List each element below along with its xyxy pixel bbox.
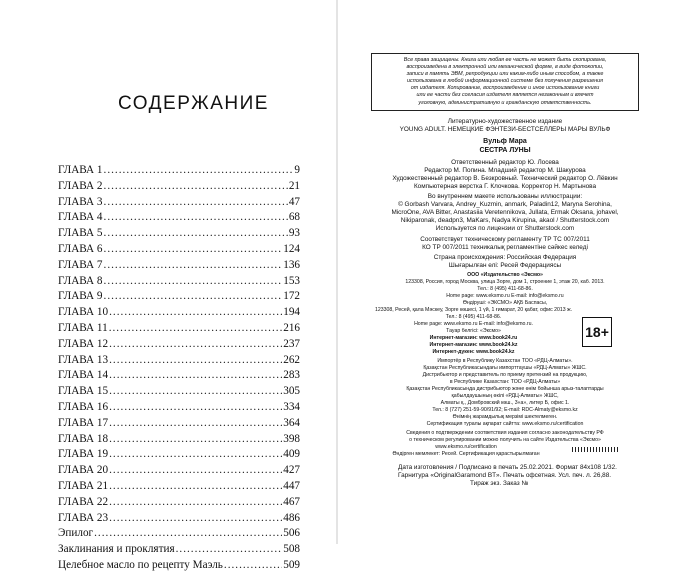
toc-leader-dots	[109, 337, 282, 353]
toc-entry-label: ГЛАВА 20	[58, 464, 109, 477]
toc-entry-label: ГЛАВА 12	[58, 337, 109, 350]
toc-entry-label: ГЛАВА 7	[58, 258, 103, 271]
toc-entry-page: 194	[283, 306, 300, 319]
toc-entry	[58, 226, 300, 242]
standard-line: Соответствует техническому регламенту ТР ТС 007/2011	[420, 236, 590, 243]
toc-entry-page: 506	[283, 527, 300, 540]
publisher-address: 123308, Россия, город Москва, улица Зорге, дом 1, строение 1, этаж 20, каб. 2013.	[405, 279, 605, 285]
toc-entry-label: ГЛАВА 8	[58, 274, 103, 287]
certification-line: Сертификация туралы ақпарат сайтта: www.eksmo.ru/certification	[426, 421, 584, 427]
toc-entry	[58, 195, 300, 211]
publisher-address-kz: 123308, Ресей, қала Мәскеу, Зорге көшесі, 1 үй, 1 ғимарат, 20 қабат, офис 2013 ж.	[374, 307, 573, 313]
toc-entry	[58, 179, 300, 195]
toc-entry	[58, 353, 300, 369]
toc-entry-page: 467	[283, 495, 300, 508]
toc-entry-page: 486	[283, 511, 300, 524]
distributor-line: Тел.: 8 (727) 251-59-90/91/92; E-mail: RDC-Almaty@eksmo.kz	[432, 407, 578, 413]
toc-title: СОДЕРЖАНИЕ	[118, 93, 269, 114]
toc-entry	[58, 242, 300, 258]
toc-entry	[58, 542, 300, 558]
illustrators-line: © Gorbash Varvara, Andrey_Kuzmin, anmark, Paladin12, Maryna Serohina,	[398, 201, 612, 208]
toc-entry	[58, 416, 300, 432]
toc-leader-dots	[109, 447, 282, 463]
toc-leader-dots	[104, 289, 283, 305]
toc-entry-page: 447	[283, 479, 300, 492]
publisher-kz: Өндіруші: «ЭКСМО» АҚБ Баспасы,	[462, 300, 548, 306]
toc-entry-label: ГЛАВА 6	[58, 242, 103, 255]
toc-entry-label: ГЛАВА 22	[58, 495, 109, 508]
illustrators-line: Nikiparonak, deadpn3, MaKars, Nadya Kirupina, akaol / Shutterstock.com	[400, 217, 610, 224]
toc-entry-page: 21	[288, 179, 300, 192]
series-line: YOUNG ADULT. НЕМЕЦКИЕ ФЭНТЕЗИ-БЕСТСЕЛЛЕРЫ МАРЫ ВУЛЬФ	[399, 126, 611, 133]
toc-leader-dots	[94, 526, 282, 542]
distributor-line: Қазақстан Республикасында дистрибьютор және өнім бойынша арыз-талаптарды	[406, 386, 604, 392]
warning-line: Все права защищены. Книга или любая ее часть не может быть скопирована,	[403, 57, 607, 63]
toc-entry-label: Эпилог	[58, 527, 94, 540]
toc-entry-page: 47	[288, 195, 300, 208]
toc-leader-dots	[104, 274, 283, 290]
toc-entry	[58, 210, 300, 226]
toc-entry	[58, 447, 300, 463]
toc-entry-label: ГЛАВА 5	[58, 227, 103, 240]
toc-entry	[58, 511, 300, 527]
toc-entry	[58, 321, 300, 337]
toc-leader-dots	[104, 226, 288, 242]
toc-entry	[58, 274, 300, 290]
publisher-phone-kz: Тел.: 8 (495) 411-68-86.	[445, 314, 502, 320]
toc-entry-label: ГЛАВА 23	[58, 511, 109, 524]
toc-entry-label: ГЛАВА 21	[58, 479, 109, 492]
publisher-name: ООО «Издательство «Эксмо»	[467, 272, 543, 278]
toc-entry-label: ГЛАВА 2	[58, 179, 103, 192]
toc-entry	[58, 289, 300, 305]
conformity-info: Сведения о подтверждении соответствия издания согласно законодательству РФ	[406, 430, 604, 436]
publisher-web: Home page: www.eksmo.ru E-mail: info@eksmo.ru	[446, 293, 564, 299]
toc-entry	[58, 400, 300, 416]
distributor-line: Алматы қ., Домбровский көш., 3«а», литер Б, офис 1.	[440, 400, 570, 406]
origin-line: Страна происхождения: Российская Федерация	[433, 254, 577, 261]
toc-entry-page: 153	[283, 274, 300, 287]
toc-leader-dots	[109, 321, 283, 337]
toc-entry-page: 508	[283, 543, 300, 556]
book-title: СЕСТРА ЛУНЫ	[479, 147, 531, 154]
toc-entry	[58, 305, 300, 321]
toc-leader-dots	[104, 258, 283, 274]
toc-entry-page: 68	[288, 211, 300, 224]
conformity-info: о техническом регулировании можно получить на сайте Издательства «Эксмо»	[409, 437, 601, 443]
publisher-phone: Тел.: 8 (495) 411-68-86.	[477, 286, 533, 292]
importer-line: Қазақстан Республикасындағы импорттаушы «РДЦ-Алматы» ЖШС.	[423, 365, 587, 371]
barcode	[572, 447, 618, 452]
toc-entry-label: ГЛАВА 17	[58, 416, 109, 429]
toc-leader-dots	[104, 179, 288, 195]
online-shop: Интернет-дүкен: www.book24.kz	[432, 349, 515, 355]
copyright-warning	[371, 53, 639, 111]
toc-entry-label: ГЛАВА 3	[58, 195, 103, 208]
toc-entry-label: ГЛАВА 15	[58, 385, 109, 398]
print-run-line: Тираж экз. Заказ №	[470, 480, 529, 487]
toc-entry-page: 237	[283, 337, 300, 350]
toc-leader-dots	[104, 210, 288, 226]
layout-line: Компьютерная верстка Г. Клочкова. Корректор Н. Мартынова	[413, 183, 597, 190]
toc-entry	[58, 163, 300, 179]
toc-entry	[58, 368, 300, 384]
toc-leader-dots	[109, 511, 282, 527]
toc-entry-label: Заклинания и проклятия	[58, 543, 175, 556]
toc-leader-dots	[104, 242, 283, 258]
toc-leader-dots	[109, 416, 282, 432]
toc-leader-dots	[109, 400, 282, 416]
toc-entry-label: ГЛАВА 18	[58, 432, 109, 445]
toc-entry-page: 216	[283, 321, 300, 334]
editors-line: Редактор М. Попина. Младший редактор М. Шакурова	[424, 167, 586, 174]
toc-entry-page: 136	[283, 258, 300, 271]
toc-entry-label: ГЛАВА 19	[58, 448, 109, 461]
toc-entry	[58, 337, 300, 353]
warning-line: от издателя. Копирование, воспроизведение и иное использование книги	[410, 85, 600, 92]
toc-entry-page: 334	[283, 400, 300, 413]
toc-entry	[58, 526, 300, 542]
toc-entry-label: ГЛАВА 4	[58, 211, 103, 224]
toc-entry	[58, 479, 300, 495]
online-shop: Интернет-магазин: www.book24.kz	[429, 342, 518, 348]
toc-entry-page: 427	[283, 464, 300, 477]
toc-leader-dots	[109, 353, 282, 369]
toc-leader-dots	[109, 305, 282, 321]
toc-entry-page: 124	[283, 242, 300, 255]
print-date-line: Дата изготовления / Подписано в печать 25.02.2021. Формат 84x108 1/32.	[398, 464, 617, 471]
conformity-info: www.eksmo.ru/certification	[435, 444, 497, 450]
toc-leader-dots	[109, 463, 282, 479]
warning-line: использована в любой информационной системе без получения разрешения	[407, 78, 603, 85]
toc-entry-page: 305	[283, 385, 300, 398]
toc-entry-page: 93	[288, 227, 300, 240]
distributor-line: Дистрибьютор и представитель по приему претензий на продукцию,	[422, 372, 588, 378]
illustrators-line: MicroOne, AVA Bitter, Anastasiia Veretennikova, Jullata, Ermak Oksana, johavel,	[391, 209, 619, 216]
toc-leader-dots	[109, 384, 282, 400]
toc-entry-page: 398	[283, 432, 300, 445]
toc-entry-page: 9	[294, 164, 300, 176]
toc-entry-label: Целебное масло по рецепту Маэль	[58, 558, 223, 571]
origin-line: Шығарылған елі: Ресей Федерациясы	[448, 262, 562, 269]
toc-entry	[58, 432, 300, 448]
warning-line: воспроизведена в электронной или механической форме, в виде фотокопии,	[406, 64, 604, 71]
toc-entry-label: ГЛАВА 9	[58, 290, 103, 303]
toc-entry-page: 262	[283, 353, 300, 366]
typeface-line: Гарнитура «OriginalGaramond BT». Печать офсетная. Усл. печ. л. 26,88.	[398, 472, 612, 479]
toc-entry-label: ГЛАВА 11	[58, 321, 108, 334]
toc-entry-label: ГЛАВА 1	[58, 164, 103, 176]
toc-entry-page: 172	[283, 290, 300, 303]
toc-leader-dots	[104, 195, 288, 211]
toc-entry-page: 509	[283, 558, 300, 571]
toc-entry-label: ГЛАВА 14	[58, 369, 109, 382]
toc-leader-dots	[109, 432, 282, 448]
warning-line: уголовную, административную и гражданскую ответственность.	[418, 99, 592, 106]
genre-line: Литературно-художественное издание	[447, 118, 563, 125]
toc-entry	[58, 558, 300, 574]
toc-leader-dots	[224, 558, 282, 574]
publisher-web-kz: Home page: www.eksmo.ru E-mail: info@eksmo.ru.	[414, 321, 533, 327]
warning-line: или ее части без согласия издателя является незаконным и влечет	[416, 92, 594, 99]
toc-entry-page: 409	[283, 448, 300, 461]
toc-entry	[58, 384, 300, 400]
toc-leader-dots	[176, 542, 283, 558]
toc-entry	[58, 258, 300, 274]
trademark-line: Тауар белгісі: «Эксмо»	[446, 328, 501, 334]
table-of-contents	[58, 163, 300, 574]
warning-line: записи в память ЭВМ, репродукции или каким-либо иным способом, а также	[406, 71, 604, 78]
toc-leader-dots	[104, 163, 294, 179]
toc-entry	[58, 463, 300, 479]
toc-leader-dots	[109, 479, 282, 495]
toc-leader-dots	[109, 495, 282, 511]
left-page	[0, 0, 336, 571]
illustrations-heading: Во внутреннем макете использованы иллюстрации:	[427, 193, 583, 200]
age-rating-badge: 18+	[582, 317, 612, 347]
online-shop: Интернет-магазин: www.book24.ru	[429, 335, 518, 341]
standard-line: КО ТР 007/2011 техникалық регламентіне сәйкес келеді	[422, 244, 588, 251]
license-line: Используется по лицензии от Shutterstock.com	[435, 225, 575, 232]
author-name: Вульф Мара	[483, 138, 527, 145]
made-in-line: Өндірген мемлекет: Ресей. Сертификация қарастырылмаған	[392, 451, 540, 457]
distributor-line: в Республике Казахстан: ТОО «РДЦ-Алматы»	[449, 379, 561, 385]
toc-entry	[58, 495, 300, 511]
toc-entry-page: 364	[283, 416, 300, 429]
toc-entry-label: ГЛАВА 13	[58, 353, 109, 366]
importer-line: Импортёр в Республику Казахстан ТОО «РДЦ-Алматы».	[437, 358, 573, 364]
toc-entry-label: ГЛАВА 16	[58, 400, 109, 413]
toc-entry-page: 283	[283, 369, 300, 382]
editor-line: Ответственный редактор Ю. Лосева	[451, 159, 559, 166]
toc-entry-label: ГЛАВА 10	[58, 306, 109, 319]
distributor-line: қабылдаушының өкілі «РДЦ-Алматы» ЖШС,	[451, 393, 559, 399]
toc-leader-dots	[109, 368, 282, 384]
validity-line: Өнімнің жарамдылық мерзімі шектелмеген.	[452, 414, 558, 420]
art-editors-line: Художественный редактор В. Безкровный. Технический редактор О. Лёвкин	[392, 175, 618, 182]
